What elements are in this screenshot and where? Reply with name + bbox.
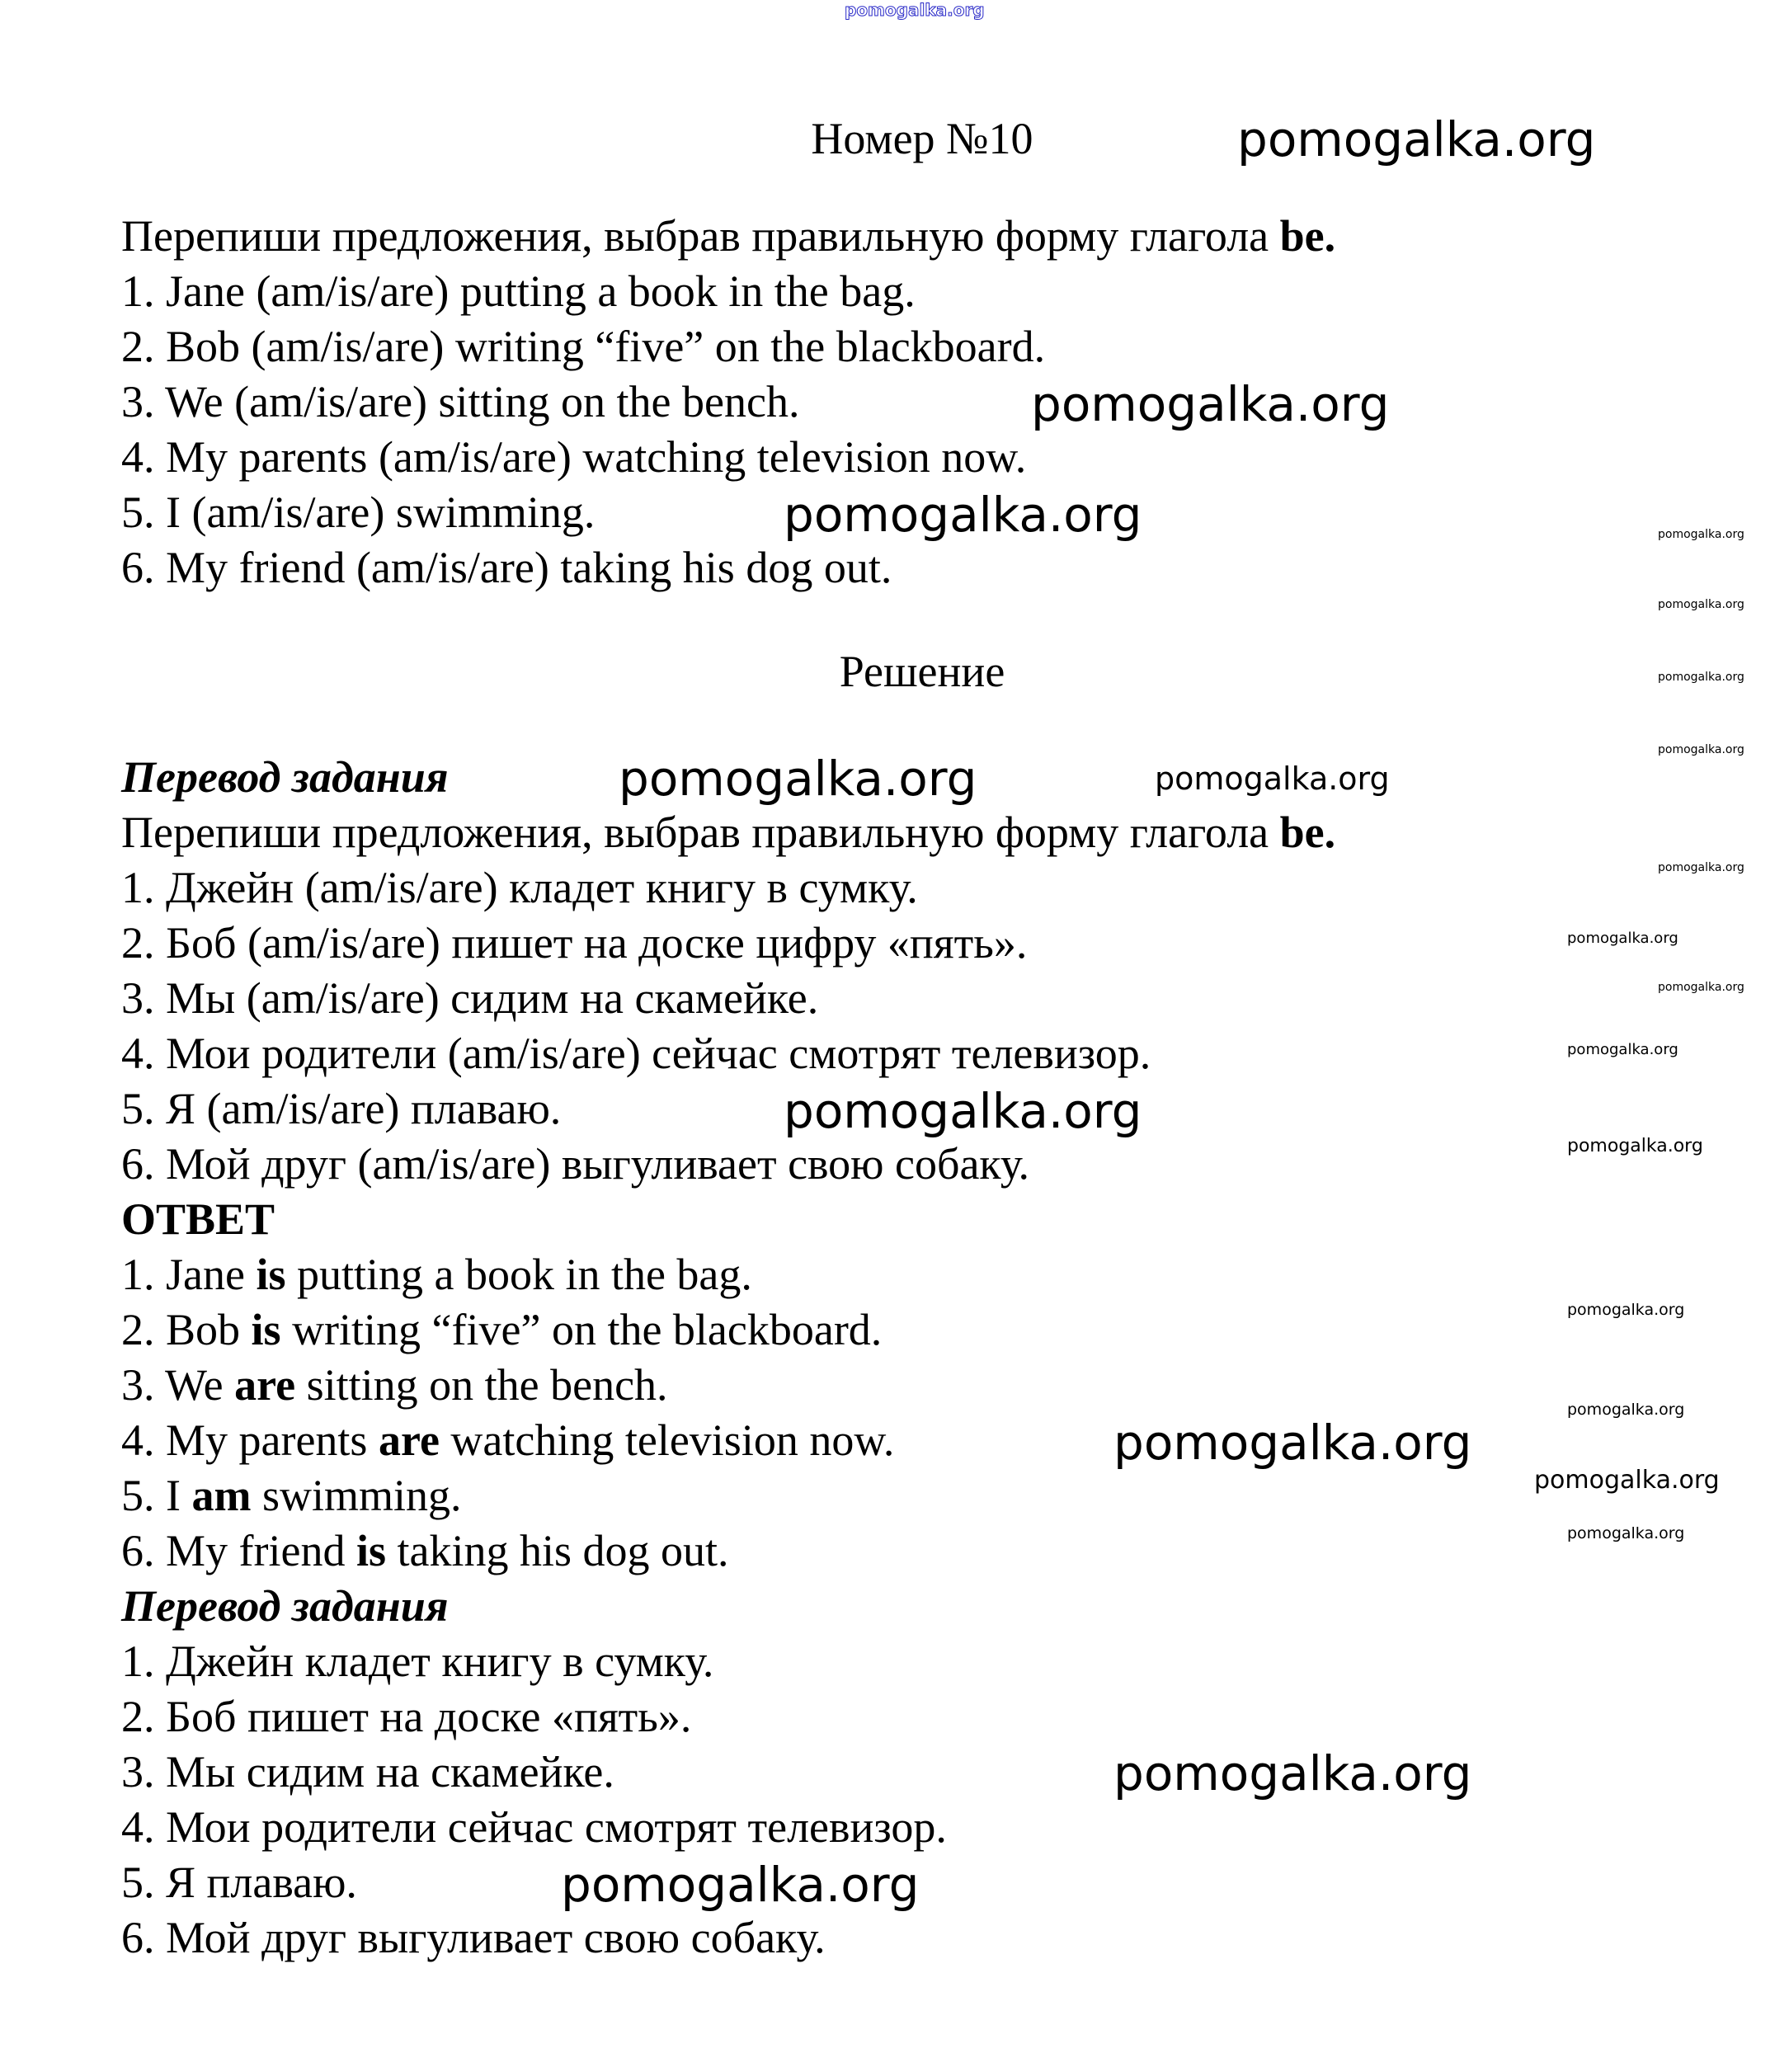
translation-item: 5. Я (am/is/are) плаваю. xyxy=(121,1084,562,1133)
watermark: pomogalka.org xyxy=(1658,528,1744,541)
answer-text: 4. My parents xyxy=(121,1415,379,1465)
watermark: pomogalka.org xyxy=(1155,761,1390,797)
page-title: Номер №10 xyxy=(811,114,1033,163)
answer-item xyxy=(121,1302,1688,1358)
watermark: pomogalka.org xyxy=(1113,1415,1472,1471)
translation-item: 2. Боб (am/is/are) пишет на доске цифру «пять». xyxy=(121,918,1028,968)
watermark: pomogalka.org xyxy=(1567,930,1678,947)
translation-instruction xyxy=(121,805,1688,860)
answer-text: 2. Bob xyxy=(121,1305,252,1354)
watermark: pomogalka.org xyxy=(619,751,977,807)
task-item: 3. We (am/is/are) sitting on the bench. xyxy=(121,377,800,426)
instruction-text: Перепиши предложения, выбрав правильную форму глагола xyxy=(121,808,1280,857)
answer-text: 3. We xyxy=(121,1360,235,1410)
watermark: pomogalka.org xyxy=(1567,1524,1685,1542)
watermark: pomogalka.org xyxy=(1658,981,1744,994)
answer-item xyxy=(121,1523,1688,1579)
answer-translation-item: 6. Мой друг выгуливает свою собаку. xyxy=(121,1913,826,1962)
translation-item: 3. Мы (am/is/are) сидим на скамейке. xyxy=(121,973,819,1023)
answer-text: sitting on the bench. xyxy=(295,1360,668,1410)
answer-item xyxy=(121,1358,1688,1413)
answer-verb: is xyxy=(256,1250,286,1299)
answer-verb: is xyxy=(251,1305,281,1354)
task-item: 5. I (am/is/are) swimming. xyxy=(121,487,596,537)
watermark: pomogalka.org xyxy=(1567,1301,1685,1319)
answer-verb: is xyxy=(355,1526,386,1575)
instruction-verb: be. xyxy=(1279,808,1336,857)
answer-text: putting a book in the bag. xyxy=(285,1250,752,1299)
answer-item xyxy=(121,1247,1688,1302)
answer-translation-item: 4. Мои родители сейчас смотрят телевизор. xyxy=(121,1802,947,1852)
watermark: pomogalka.org xyxy=(1567,1136,1703,1156)
answer-verb: are xyxy=(234,1360,296,1410)
answer-verb: are xyxy=(378,1415,440,1465)
answer-translation-item: 1. Джейн кладет книгу в сумку. xyxy=(121,1636,714,1686)
watermark: pomogalka.org xyxy=(1534,1466,1720,1495)
answer-translation-item: 5. Я плаваю. xyxy=(121,1858,357,1907)
answer-translation-heading: Перевод задания xyxy=(121,1581,449,1631)
header-watermark: pomogalka.org xyxy=(845,0,985,20)
watermark: pomogalka.org xyxy=(784,487,1142,543)
watermark: pomogalka.org xyxy=(1567,1401,1685,1419)
watermark: pomogalka.org xyxy=(1658,671,1744,684)
watermark: pomogalka.org xyxy=(1658,743,1744,756)
watermark: pomogalka.org xyxy=(784,1083,1142,1139)
answer-text: swimming. xyxy=(251,1471,462,1520)
answer-translation-item: 2. Боб пишет на доске «пять». xyxy=(121,1692,692,1741)
watermark: pomogalka.org xyxy=(1031,376,1390,432)
answer-text: 6. My friend xyxy=(121,1526,356,1575)
watermark: pomogalka.org xyxy=(1658,598,1744,611)
watermark: pomogalka.org xyxy=(1567,1041,1678,1058)
task-instruction xyxy=(121,209,1688,264)
watermark: pomogalka.org xyxy=(561,1857,920,1913)
answer-item xyxy=(121,1468,1688,1523)
translation-heading: Перевод задания xyxy=(121,752,449,802)
task-item: 1. Jane (am/is/are) putting a book in the bag. xyxy=(121,266,916,316)
watermark: pomogalka.org xyxy=(1237,111,1596,167)
instruction-text: Перепиши предложения, выбрав правильную форму глагола xyxy=(121,211,1280,261)
solution-heading: Решение xyxy=(839,647,1005,696)
task-item: 6. My friend (am/is/are) taking his dog out. xyxy=(121,543,892,592)
answer-text: writing “five” on the blackboard. xyxy=(280,1305,883,1354)
task-item: 4. My parents (am/is/are) watching television now. xyxy=(121,432,1027,482)
watermark: pomogalka.org xyxy=(1658,861,1744,874)
task-item: 2. Bob (am/is/are) writing “five” on the blackboard. xyxy=(121,322,1046,371)
answer-text: 5. I xyxy=(121,1471,192,1520)
translation-item: 6. Мой друг (am/is/are) выгуливает свою собаку. xyxy=(121,1139,1029,1189)
answer-text: taking his dog out. xyxy=(385,1526,729,1575)
instruction-verb: be. xyxy=(1279,211,1336,261)
translation-item: 4. Мои родители (am/is/are) сейчас смотрят телевизор. xyxy=(121,1029,1151,1078)
watermark: pomogalka.org xyxy=(1113,1745,1472,1801)
answer-text: watching television now. xyxy=(439,1415,895,1465)
answer-text: 1. Jane xyxy=(121,1250,257,1299)
answer-translation-item: 3. Мы сидим на скамейке. xyxy=(121,1747,614,1797)
answer-heading: ОТВЕТ xyxy=(121,1194,275,1244)
translation-item: 1. Джейн (am/is/are) кладет книгу в сумку. xyxy=(121,863,918,912)
answer-verb: am xyxy=(191,1471,252,1520)
